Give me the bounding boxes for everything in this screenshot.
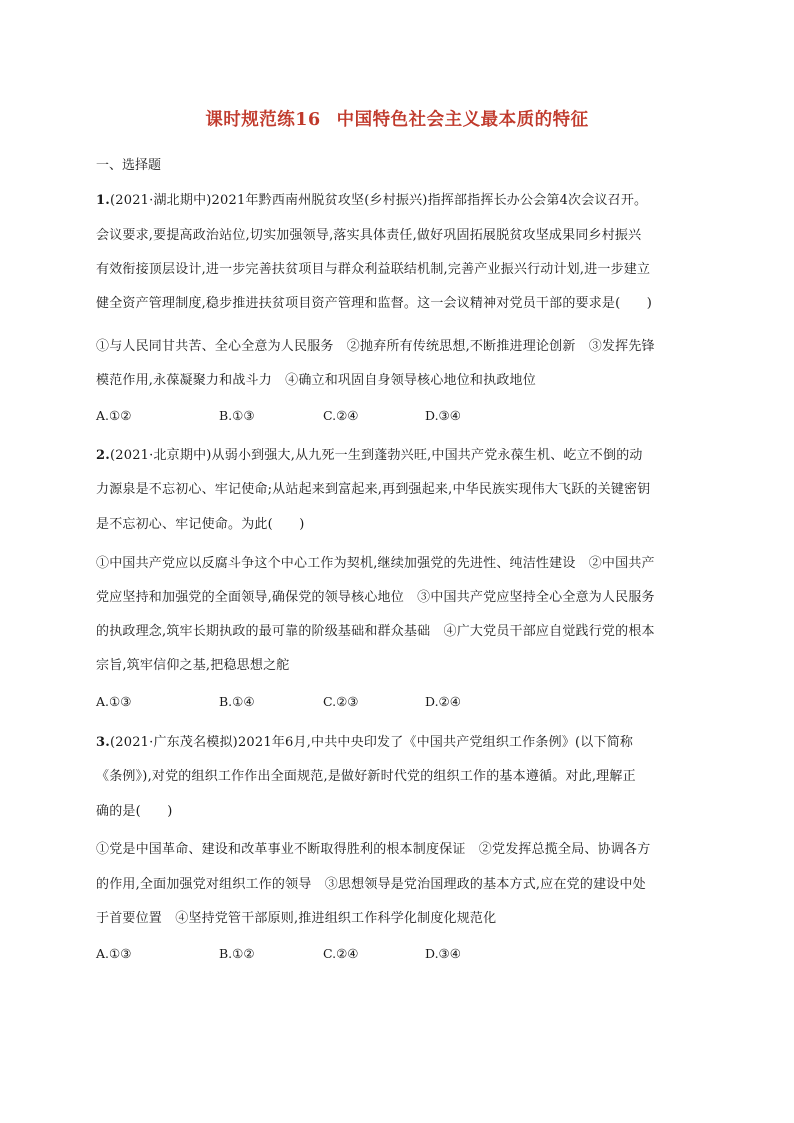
option-b[interactable]: B.①② [219,946,255,961]
option-d[interactable]: D.②④ [425,694,461,709]
statement-line: 党应坚持和加强党的全面领导,确保党的领导核心地位 ③中国共产党应坚持全心全意为人民服务 [96,590,655,605]
question-line: 会议要求,要提高政治站位,切实加强领导,落实具体责任,做好巩固拓展脱贫攻坚成果同乡村振兴 [96,228,642,243]
title-lesson: 课时规范练16 [205,110,321,130]
statement-line: 宗旨,筑牢信仰之基,把稳思想之舵 [96,658,290,673]
question-line: 《条例》),对党的组织工作作出全面规范,是做好新时代党的组织工作的基本遵循。对此,理解正 [96,769,636,784]
option-b[interactable]: B.①③ [219,408,255,423]
question-line: 健全资产管理制度,稳步推进扶贫项目资产管理和监督。这一会议精神对党员干部的要求是( ) [96,296,653,311]
question-line: 有效衔接顶层设计,进一步完善扶贫项目与群众利益联结机制,完善产业振兴行动计划,进一步建立 [96,262,651,277]
question-line: 3.(2021·广东茂名模拟)2021年6月,中共中央印发了《中国共产党组织工作条例》(以下简称 [96,735,634,750]
question-number: 3. [96,735,110,750]
question-number: 2. [96,448,110,463]
statement-line: 的执政理念,筑牢长期执政的最可靠的阶级基础和群众基础 ④广大党员干部应自觉践行党的根本 [96,624,655,639]
option-a[interactable]: A.①③ [96,946,132,961]
question-line: 确的是( ) [96,804,173,819]
page-title [0,106,794,131]
question-line: 是不忘初心、牢记使命。为此( ) [96,517,305,532]
option-a[interactable]: A.①③ [96,694,132,709]
title-topic: 中国特色社会主义最本质的特征 [336,110,589,130]
question-number: 1. [96,193,110,208]
option-c[interactable]: C.②④ [323,408,359,423]
option-b[interactable]: B.①④ [219,694,255,709]
section-heading: 一、选择题 [96,158,162,173]
option-c[interactable]: C.②④ [323,946,359,961]
statement-line: 于首要位置 ④坚持党管干部原则,推进组织工作科学化制度化规范化 [96,911,497,926]
statement-line: ①党是中国革命、建设和改革事业不断取得胜利的根本制度保证 ②党发挥总揽全局、协调各方 [96,842,651,857]
option-d[interactable]: D.③④ [425,408,461,423]
question-line: 1.(2021·湖北期中)2021年黔西南州脱贫攻坚(乡村振兴)指挥部指挥长办公会第4次会议召开。 [96,193,648,208]
statement-line: ①与人民同甘共苦、全心全意为人民服务 ②抛弃所有传统思想,不断推进理论创新 ③发挥先锋 [96,339,655,354]
option-d[interactable]: D.③④ [425,946,461,961]
statement-line: ①中国共产党应以反腐斗争这个中心工作为契机,继续加强党的先进性、纯洁性建设 ②中国共产 [96,556,655,571]
question-line: 力源泉是不忘初心、牢记使命;从站起来到富起来,再到强起来,中华民族实现伟大飞跃的关键密钥 [96,482,651,497]
statement-line: 模范作用,永葆凝聚力和战斗力 ④确立和巩固自身领导核心地位和执政地位 [96,373,536,388]
option-a[interactable]: A.①② [96,408,132,423]
statement-line: 的作用,全面加强党对组织工作的领导 ③思想领导是党治国理政的基本方式,应在党的建设中处 [96,877,646,892]
question-line: 2.(2021·北京期中)从弱小到强大,从九死一生到蓬勃兴旺,中国共产党永葆生机、屹立不倒的动 [96,448,643,463]
option-c[interactable]: C.②③ [323,694,359,709]
